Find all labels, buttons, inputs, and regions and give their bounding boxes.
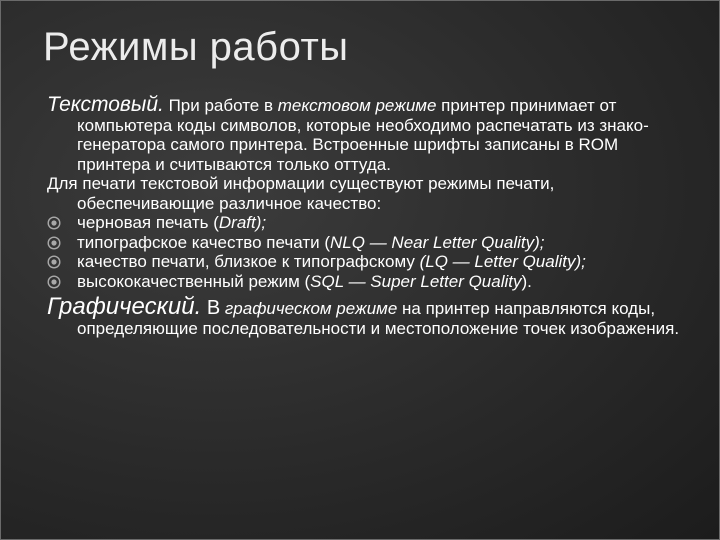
mode-italic: NLQ — Near Letter Quality); bbox=[330, 232, 545, 252]
target-circle-icon bbox=[47, 255, 61, 269]
graphic-mode-first-word: В bbox=[201, 297, 221, 319]
mode-italic: (LQ — Letter Quality); bbox=[419, 252, 586, 271]
mode-text-end: ). bbox=[521, 271, 532, 291]
target-circle-icon bbox=[47, 236, 61, 250]
mode-text: высококачественный режим ( bbox=[77, 271, 311, 291]
graphic-mode-paragraph bbox=[47, 293, 692, 338]
mode-text: черновая печать ( bbox=[77, 213, 219, 232]
list-item bbox=[47, 272, 692, 292]
graphic-mode-lead: на принтер направляются коды, определяющие последовательности и местоположение точек изображения. bbox=[77, 299, 680, 338]
mode-italic: SQL — Super Letter Quality bbox=[310, 271, 522, 291]
text-mode-lead-2: принтер принимает от компьютера коды символов, которые необходимо распечатать из знако-генератора самого принтера. Встроенные шрифты записаны в ROM принтера и считываются только оттуда. bbox=[77, 96, 649, 174]
text-mode-heading: Текстовый. bbox=[47, 93, 164, 116]
graphic-mode-heading: Графический. bbox=[47, 293, 202, 320]
list-item bbox=[47, 213, 692, 233]
mode-text: типографское качество печати ( bbox=[77, 232, 331, 252]
target-circle-icon bbox=[47, 275, 61, 289]
print-modes-list bbox=[47, 213, 692, 291]
target-circle-icon bbox=[47, 216, 61, 230]
text-mode-lead-italic: текстовом режиме bbox=[277, 96, 437, 115]
mode-text: качество печати, близкое к типографскому bbox=[77, 252, 420, 271]
print-modes-intro: Для печати текстовой информации существуют режимы печати, обеспечивающие различное качество: bbox=[47, 174, 555, 213]
text-mode-lead-1: При работе в bbox=[163, 96, 278, 115]
list-item bbox=[47, 252, 692, 272]
mode-italic: Draft); bbox=[218, 213, 267, 232]
list-item bbox=[47, 233, 692, 253]
graphic-mode-lead-italic: графическом режиме bbox=[220, 299, 398, 318]
slide-title: Режимы работы bbox=[43, 25, 349, 69]
slide-body bbox=[47, 95, 692, 338]
text-mode-paragraph bbox=[47, 95, 692, 174]
